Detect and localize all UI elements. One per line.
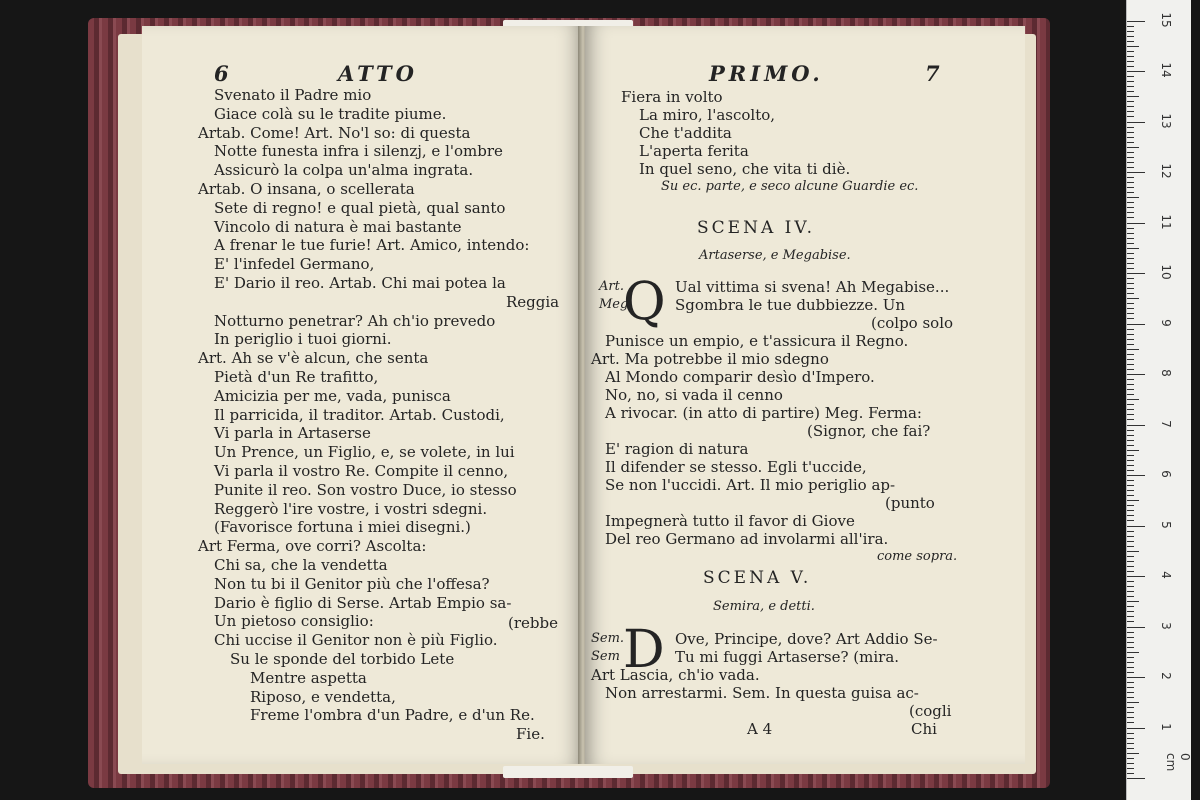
- text-line: Notte funesta infra i silenzj, e l'ombre: [214, 142, 503, 161]
- ruler-tick: [1127, 359, 1134, 360]
- ruler-tick: [1127, 692, 1134, 693]
- ruler-tick: [1127, 647, 1134, 648]
- ruler-tick: [1127, 212, 1134, 213]
- ruler-tick: [1127, 71, 1145, 72]
- ruler-tick: [1127, 21, 1145, 22]
- text-line: Il parricida, il traditor. Artab. Custodi,: [214, 405, 505, 424]
- text-line: Sete di regno! e qual pietà, qual santo: [214, 198, 506, 217]
- text-line: Art Ferma, ove corri? Ascolta:: [198, 537, 427, 556]
- text-line: La miro, l'ascolto,: [639, 106, 776, 124]
- ruler-tick: [1127, 137, 1134, 138]
- text-line: Amicizia per me, vada, punisca: [214, 386, 451, 405]
- text-line: Su ec. parte, e seco alcune Guardie ec.: [661, 179, 919, 194]
- ruler-tick: [1127, 369, 1134, 370]
- ruler-tick: [1127, 263, 1134, 264]
- text-line: Chi sa, che la vendetta: [214, 556, 388, 574]
- ruler-number: 5: [1159, 520, 1173, 529]
- ruler-number: 9: [1159, 318, 1173, 327]
- ruler-tick: [1127, 510, 1134, 511]
- left-page: [142, 26, 582, 764]
- text-line: (Signor, che fai?: [807, 422, 931, 440]
- ruler-tick: [1127, 722, 1134, 723]
- ruler-tick: [1127, 500, 1139, 501]
- text-line: Svenato il Padre mio: [214, 86, 372, 104]
- text-line: Impegnerà tutto il favor di Giove: [605, 512, 855, 530]
- text-line: Art. Ma potrebbe il mio sdegno: [591, 350, 829, 368]
- text-line: Pietà d'un Re trafitto,: [214, 368, 379, 386]
- ruler-tick: [1127, 738, 1134, 739]
- ruler-tick: [1127, 162, 1134, 163]
- text-line: come sopra.: [877, 549, 958, 564]
- ruler-tick: [1127, 278, 1134, 279]
- ruler-tick: [1127, 182, 1134, 183]
- ruler-tick: [1127, 621, 1134, 622]
- ruler-tick: [1127, 177, 1134, 178]
- ruler-tick: [1127, 303, 1134, 304]
- ruler-tick: [1127, 450, 1139, 451]
- left-page-number: 6: [214, 61, 233, 86]
- ruler-tick: [1127, 490, 1134, 491]
- ruler-tick: [1127, 414, 1134, 415]
- ruler-tick: [1127, 91, 1134, 92]
- ruler-tick: [1127, 768, 1134, 769]
- text-line: Il difender se stesso. Egli t'uccide,: [605, 458, 867, 476]
- ruler-tick: [1127, 773, 1134, 774]
- ruler-tick: [1127, 61, 1134, 62]
- text-line: Assicurò la colpa un'alma ingrata.: [214, 161, 474, 180]
- ruler-tick: [1127, 541, 1134, 542]
- ruler-tick: [1127, 394, 1134, 395]
- ruler-tick: [1127, 66, 1134, 67]
- ruler-tick: [1127, 56, 1134, 57]
- ruler-number: 13: [1159, 112, 1173, 129]
- ruler-tick: [1127, 556, 1134, 557]
- text-line: Giace colà su le tradite piume.: [214, 104, 447, 123]
- ruler-tick: [1127, 561, 1134, 562]
- text-line: Chi uccise il Genitor non è più Figlio.: [214, 631, 498, 650]
- speaker-label: Art.: [599, 279, 624, 294]
- ruler-tick: [1127, 51, 1134, 52]
- ruler-number: 11: [1159, 213, 1173, 230]
- text-line: Tu mi fuggi Artaserse? (mira.: [675, 648, 900, 666]
- ruler-tick: [1127, 748, 1134, 749]
- ruler-tick: [1127, 712, 1134, 713]
- ruler-tick: [1127, 591, 1134, 592]
- ruler-tick: [1127, 596, 1134, 597]
- text-line: L'aperta ferita: [639, 142, 749, 160]
- ruler-tick: [1127, 293, 1134, 294]
- ruler-tick: [1127, 520, 1134, 521]
- ruler-tick: [1127, 238, 1134, 239]
- ruler-tick: [1127, 313, 1134, 314]
- text-line: Vincolo di natura è mai bastante: [214, 217, 462, 236]
- ruler-tick: [1127, 288, 1134, 289]
- text-line: Al Mondo comparir desìo d'Impero.: [605, 368, 875, 386]
- right-page-number: 7: [925, 61, 944, 86]
- ruler-tick: [1127, 627, 1145, 628]
- text-line: Freme l'ombra d'un Padre, e d'un Re.: [250, 706, 535, 725]
- text-line: (punto: [885, 494, 935, 512]
- ruler-tick: [1127, 551, 1139, 552]
- ruler-tick: [1127, 753, 1139, 754]
- text-line: Ual vittima si svena! Ah Megabise...: [675, 278, 950, 296]
- ruler-tick: [1127, 233, 1134, 234]
- text-line: Non arrestarmi. Sem. In questa guisa ac-: [605, 684, 919, 702]
- ruler-tick: [1127, 116, 1134, 117]
- text-line: In quel seno, che vita ti diè.: [639, 160, 851, 178]
- ruler-tick: [1127, 46, 1139, 47]
- ruler-tick: [1127, 147, 1139, 148]
- text-line: Riposo, e vendetta,: [250, 687, 396, 706]
- ruler-tick: [1127, 616, 1134, 617]
- ruler-number: 4: [1159, 571, 1173, 579]
- ruler-tick: [1127, 344, 1134, 345]
- ruler-tick: [1127, 672, 1134, 673]
- text-line: A frenar le tue furie! Art. Amico, intendo:: [214, 236, 530, 255]
- ruler-tick: [1127, 728, 1145, 729]
- ruler-tick: [1127, 531, 1134, 532]
- ruler-number: 14: [1159, 62, 1173, 78]
- ruler-tick: [1127, 667, 1134, 668]
- ruler-tick: [1127, 111, 1134, 112]
- ruler-tick: [1127, 81, 1134, 82]
- text-line: Se non l'uccidi. Art. Il mio periglio ap-: [605, 476, 896, 494]
- ruler-tick: [1127, 324, 1145, 325]
- text-line: Dario è figlio di Serse. Artab Empio sa-: [214, 593, 512, 612]
- signature-mark: A 4: [747, 720, 773, 738]
- ruler-tick: [1127, 455, 1134, 456]
- ruler-tick: [1127, 425, 1145, 426]
- ruler-tick: [1127, 127, 1134, 128]
- text-line: Artab. O insana, o scellerata: [198, 180, 415, 198]
- scene-5-characters: Semira, e detti.: [713, 599, 815, 614]
- ruler-tick: [1127, 187, 1134, 188]
- text-line: Mentre aspetta: [250, 668, 367, 687]
- ruler-tick: [1127, 409, 1134, 410]
- speaker-label: Sem: [591, 649, 620, 664]
- ruler-number: 8: [1159, 369, 1173, 377]
- ruler-tick: [1127, 566, 1134, 567]
- scene-5-title: SCENA V.: [703, 568, 812, 588]
- text-line: Vi parla in Artaserse: [214, 424, 371, 443]
- ruler-tick: [1127, 758, 1134, 759]
- ruler-tick: [1127, 485, 1134, 486]
- text-line: Un Prence, un Figlio, e, se volete, in lui: [214, 443, 515, 462]
- text-line: No, no, si vada il cenno: [605, 386, 783, 404]
- ruler-tick: [1127, 349, 1139, 350]
- ruler-tick: [1127, 36, 1134, 37]
- ruler-tick: [1127, 41, 1134, 42]
- ruler-tick: [1127, 611, 1134, 612]
- ruler-number: 7: [1159, 419, 1173, 428]
- ruler-tick: [1127, 86, 1134, 87]
- ruler-tick: [1127, 26, 1134, 27]
- ruler-number: 1: [1159, 722, 1173, 731]
- text-line: Artab. Come! Art. No'l so: di questa: [198, 123, 471, 142]
- ruler-tick: [1127, 243, 1134, 244]
- text-line: Art. Ah se v'è alcun, che senta: [198, 349, 429, 368]
- ruler-tick: [1127, 465, 1134, 466]
- text-line: (cogli: [909, 702, 952, 720]
- ruler-tick: [1127, 258, 1134, 259]
- text-line: Punite il reo. Son vostro Duce, io stesso: [214, 480, 517, 499]
- ruler-tick: [1127, 445, 1134, 446]
- ruler-tick: [1127, 682, 1134, 683]
- ruler-tick: [1127, 470, 1134, 471]
- ruler-tick: [1127, 515, 1134, 516]
- text-line: Un pietoso consiglio:: [214, 612, 374, 631]
- ruler-tick: [1127, 354, 1134, 355]
- ruler-tick: [1127, 132, 1134, 133]
- ruler-tick: [1127, 601, 1139, 602]
- scene-4-dropcap: Q: [623, 272, 666, 332]
- ruler-tick: [1127, 248, 1139, 249]
- ruler-tick: [1127, 702, 1139, 703]
- ruler-tick: [1127, 430, 1134, 431]
- ruler-unit-label: 0 cm: [1164, 753, 1192, 772]
- ruler-tick: [1127, 642, 1134, 643]
- ruler-tick: [1127, 253, 1134, 254]
- speaker-label: Sem.: [591, 631, 625, 646]
- ruler-tick: [1127, 571, 1134, 572]
- ruler-number: 2: [1159, 672, 1173, 680]
- ruler-tick: [1127, 404, 1134, 405]
- ruler-tick: [1127, 697, 1134, 698]
- ruler-tick: [1127, 172, 1145, 173]
- left-running-head: ATTO: [338, 61, 418, 86]
- text-line: Del reo Germano ad involarmi all'ira.: [605, 530, 889, 548]
- text-line: (colpo solo: [871, 314, 954, 332]
- ruler-tick: [1127, 637, 1134, 638]
- ruler-tick: [1127, 384, 1134, 385]
- ruler-tick: [1127, 662, 1134, 663]
- ruler-tick: [1127, 576, 1145, 577]
- ruler-tick: [1127, 298, 1139, 299]
- text-line: In periglio i tuoi giorni.: [214, 330, 392, 349]
- ruler-tick: [1127, 581, 1134, 582]
- ruler-tick: [1127, 223, 1145, 224]
- ruler-tick: [1127, 399, 1139, 400]
- ruler-tick: [1127, 440, 1134, 441]
- ruler-tick: [1127, 318, 1134, 319]
- text-line: E' l'infedel Germano,: [214, 255, 375, 274]
- ruler-tick: [1127, 339, 1134, 340]
- ruler-tick: [1127, 778, 1145, 779]
- ruler-tick: [1127, 460, 1134, 461]
- right-page: [585, 26, 1025, 764]
- ruler-tick: [1127, 202, 1134, 203]
- ruler-tick: [1127, 76, 1134, 77]
- ruler-tick: [1127, 101, 1134, 102]
- ruler-tick: [1127, 364, 1134, 365]
- text-line: Che t'addita: [639, 124, 732, 142]
- ruler-tick: [1127, 228, 1134, 229]
- text-line: Sgombra le tue dubbiezze. Un: [675, 296, 906, 314]
- ruler-tick: [1127, 122, 1145, 123]
- ruler-tick: [1127, 526, 1145, 527]
- measuring-ruler: [1126, 0, 1191, 800]
- text-line: Notturno penetrar? Ah ch'io prevedo: [214, 311, 496, 330]
- text-line: Reggia: [506, 292, 560, 311]
- ruler-tick: [1127, 268, 1134, 269]
- ruler-tick: [1127, 677, 1145, 678]
- ruler-tick: [1127, 96, 1139, 97]
- ruler-tick: [1127, 763, 1134, 764]
- ruler-tick: [1127, 334, 1134, 335]
- right-running-head: PRIMO.: [709, 61, 824, 86]
- ruler-tick: [1127, 652, 1139, 653]
- ruler-tick: [1127, 157, 1134, 158]
- ruler-tick: [1127, 546, 1134, 547]
- ruler-tick: [1127, 606, 1134, 607]
- ruler-tick: [1127, 687, 1134, 688]
- text-line: (Favorisce fortuna i miei disegni.): [214, 518, 471, 537]
- text-line: E' Dario il reo. Artab. Chi mai potea la: [214, 274, 506, 292]
- ruler-tick: [1127, 329, 1134, 330]
- ruler-tick: [1127, 389, 1134, 390]
- ruler-tick: [1127, 374, 1145, 375]
- ruler-tick: [1127, 379, 1134, 380]
- ruler-tick: [1127, 308, 1134, 309]
- text-line: Non tu bi il Genitor più che l'offesa?: [214, 574, 490, 593]
- speaker-label: Meg: [599, 297, 629, 312]
- ruler-tick: [1127, 632, 1134, 633]
- ruler-tick: [1127, 475, 1145, 476]
- text-line: Ove, Principe, dove? Art Addio Se-: [675, 630, 938, 648]
- ruler-number: 6: [1159, 470, 1173, 478]
- ruler-tick: [1127, 217, 1134, 218]
- text-line: Vi parla il vostro Re. Compite il cenno,: [214, 462, 509, 480]
- ruler-tick: [1127, 495, 1134, 496]
- ruler-tick: [1127, 207, 1134, 208]
- scene-4-title: SCENA IV.: [697, 218, 816, 238]
- ruler-number: 10: [1159, 264, 1173, 280]
- ruler-tick: [1127, 152, 1134, 153]
- ruler-tick: [1127, 733, 1134, 734]
- ruler-tick: [1127, 480, 1134, 481]
- ruler-tick: [1127, 586, 1134, 587]
- ruler-tick: [1127, 273, 1145, 274]
- catchword: Chi: [911, 720, 937, 738]
- text-line: A rivocar. (in atto di partire) Meg. Ferma:: [605, 404, 922, 422]
- ruler-tick: [1127, 167, 1134, 168]
- ruler-tick: [1127, 743, 1134, 744]
- ruler-number: 12: [1159, 163, 1173, 179]
- ruler-number: 15: [1159, 11, 1173, 28]
- ruler-number: 3: [1159, 621, 1173, 630]
- ruler-tick: [1127, 435, 1134, 436]
- ruler-tick: [1127, 419, 1134, 420]
- text-line: E' ragion di natura: [605, 440, 749, 458]
- text-line: Art Lascia, ch'io vada.: [591, 666, 760, 684]
- ruler-tick: [1127, 283, 1134, 284]
- text-line: Su le sponde del torbido Lete: [230, 650, 455, 668]
- ruler-tick: [1127, 536, 1134, 537]
- text-line: Reggerò l'ire vostre, i vostri sdegni.: [214, 499, 488, 518]
- scene-5-dropcap: D: [623, 620, 665, 680]
- ruler-tick: [1127, 106, 1134, 107]
- ruler-tick: [1127, 192, 1134, 193]
- spine-band-bottom: [503, 766, 633, 778]
- ruler-tick: [1127, 197, 1139, 198]
- scene-4-characters: Artaserse, e Megabise.: [699, 248, 851, 263]
- text-line: Fiera in volto: [621, 88, 723, 106]
- ruler-tick: [1127, 505, 1134, 506]
- ruler-tick: [1127, 142, 1134, 143]
- text-line: Fie.: [516, 725, 545, 744]
- ruler-tick: [1127, 31, 1134, 32]
- ruler-tick: [1127, 707, 1134, 708]
- ruler-tick: [1127, 717, 1134, 718]
- text-line: (rebbe: [508, 614, 558, 633]
- text-line: Punisce un empio, e t'assicura il Regno.: [605, 332, 909, 350]
- ruler-tick: [1127, 657, 1134, 658]
